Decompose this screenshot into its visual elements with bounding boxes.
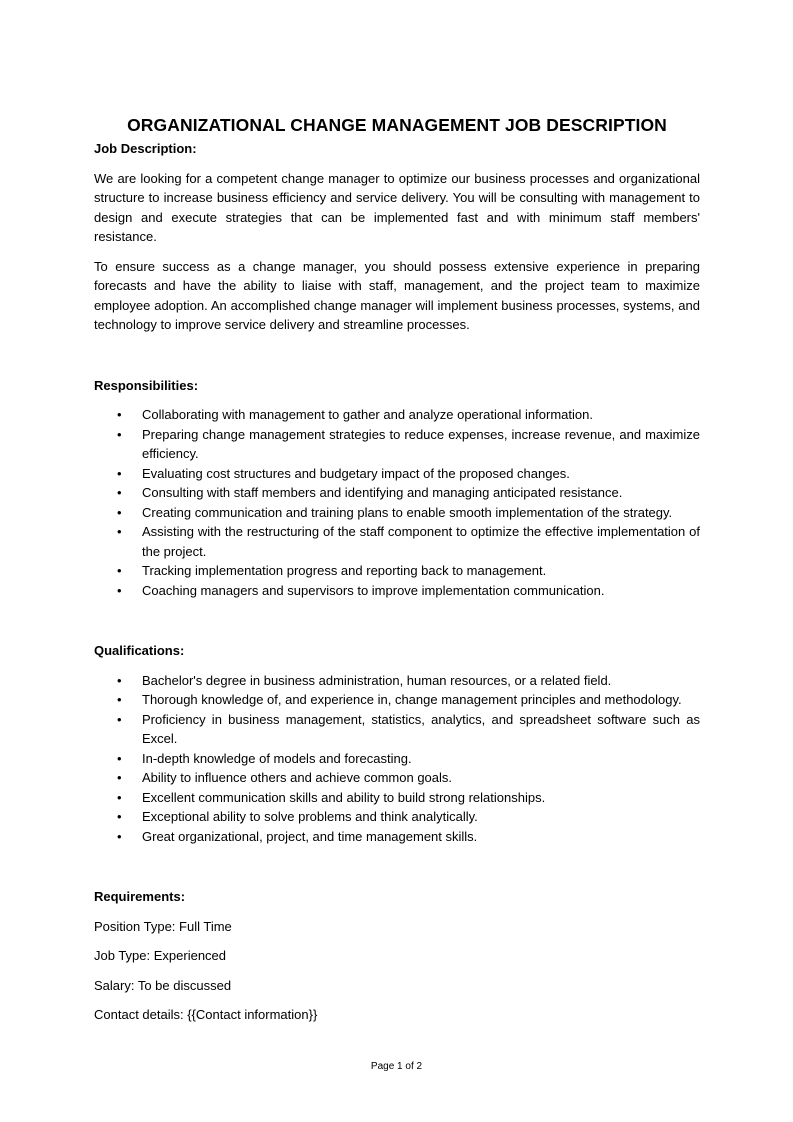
spacer	[94, 936, 700, 946]
spacer	[94, 661, 700, 671]
list-item-text: Great organizational, project, and time management skills.	[142, 828, 478, 844]
position-type-line: Position Type: Full Time	[94, 918, 232, 934]
list-item	[94, 768, 700, 788]
spacer	[94, 247, 700, 257]
bullet-icon: •	[117, 524, 122, 539]
page-number-footer: Page 1 of 2	[370, 1061, 423, 1072]
spacer	[94, 995, 700, 1005]
bullet-icon: •	[117, 750, 122, 766]
list-item-text: Evaluating cost structures and budgetary impact of the proposed changes.	[142, 465, 570, 481]
list-item-text: Tracking implementation progress and reporting back to management.	[142, 563, 547, 578]
bullet-icon: •	[117, 485, 122, 500]
list-item-text: Preparing change management strategies to reduce expenses, increase revenue, and maximize efficiency.	[142, 426, 700, 461]
list-item	[94, 483, 700, 503]
spacer	[94, 159, 700, 169]
contact-details-line: Contact details: {{Contact information}}	[94, 1007, 318, 1022]
list-item-text: Ability to influence others and achieve common goals.	[142, 770, 453, 785]
list-item-text: Creating communication and training plans to enable smooth implementation of the strategy.	[142, 504, 673, 520]
bullet-icon: •	[117, 770, 122, 785]
spacer	[94, 600, 700, 639]
bullet-icon: •	[117, 563, 122, 578]
responsibilities-heading: Responsibilities:	[94, 377, 199, 393]
requirements-heading: Requirements:	[94, 889, 186, 904]
list-item	[94, 671, 700, 691]
list-item	[94, 522, 700, 561]
list-item	[94, 690, 700, 710]
bullet-icon: •	[117, 672, 122, 688]
spacer	[94, 907, 700, 917]
bullet-icon: •	[117, 465, 122, 481]
spacer	[94, 335, 700, 374]
spacer	[94, 395, 700, 405]
salary-line: Salary: To be discussed	[94, 977, 232, 993]
list-item	[94, 788, 700, 808]
bullet-icon: •	[117, 504, 122, 520]
list-item-text: Exceptional ability to solve problems and think analytically.	[142, 809, 478, 824]
responsibilities-list	[94, 405, 700, 600]
job-description-heading: Job Description:	[94, 141, 197, 156]
spacer	[94, 966, 700, 976]
bullet-icon: •	[117, 809, 122, 824]
list-item-text: Bachelor's degree in business administration, human resources, or a related field.	[142, 672, 612, 688]
job-type-line: Job Type: Experienced	[94, 948, 227, 963]
list-item	[94, 464, 700, 484]
list-item-text: Proficiency in business management, statistics, analytics, and spreadsheet software such as Excel.	[142, 711, 700, 746]
list-item-text: Coaching managers and supervisors to improve implementation communication.	[142, 582, 605, 598]
list-item-text: Collaborating with management to gather and analyze operational information.	[142, 407, 593, 422]
list-item-text: Consulting with staff members and identifying and managing anticipated resistance.	[142, 485, 623, 500]
list-item-text: Excellent communication skills and ability to build strong relationships.	[142, 789, 546, 805]
job-description-paragraph: To ensure success as a change manager, you should possess extensive experience in preparing forecasts and have the ability to liaise with staff, management, and the project team to maximize employee adoption. An accomplished change manager will implement business processes, systems, and technology to improve service delivery and streamline processes.	[94, 258, 700, 332]
bullet-icon: •	[117, 692, 122, 707]
job-description-paragraph: We are looking for a competent change manager to optimize our business processes and organizational structure to increase business efficiency and service delivery. You will be consulting with management to design and execute strategies that can be implemented fast and with minimum staff members' resistance.	[94, 170, 700, 244]
list-item	[94, 749, 700, 769]
bullet-icon: •	[117, 426, 122, 442]
bullet-icon: •	[117, 407, 122, 422]
document-title: ORGANIZATIONAL CHANGE MANAGEMENT JOB DESCRIPTION	[127, 115, 667, 135]
list-item	[94, 807, 700, 827]
list-item	[94, 503, 700, 523]
qualifications-list	[94, 671, 700, 847]
document-page	[94, 114, 700, 1025]
list-item	[94, 827, 700, 847]
list-item-text: Assisting with the restructuring of the staff component to optimize the effective implementation of the project.	[142, 524, 700, 559]
spacer	[94, 846, 700, 885]
qualifications-heading: Qualifications:	[94, 643, 185, 658]
list-item	[94, 405, 700, 425]
list-item	[94, 561, 700, 581]
list-item	[94, 425, 700, 464]
bullet-icon: •	[117, 828, 122, 844]
list-item	[94, 581, 700, 601]
list-item-text: In-depth knowledge of models and forecasting.	[142, 750, 412, 766]
bullet-icon: •	[117, 789, 122, 805]
list-item	[94, 710, 700, 749]
list-item-text: Thorough knowledge of, and experience in, change management principles and methodology.	[142, 692, 682, 707]
bullet-icon: •	[117, 582, 122, 598]
bullet-icon: •	[117, 711, 122, 727]
